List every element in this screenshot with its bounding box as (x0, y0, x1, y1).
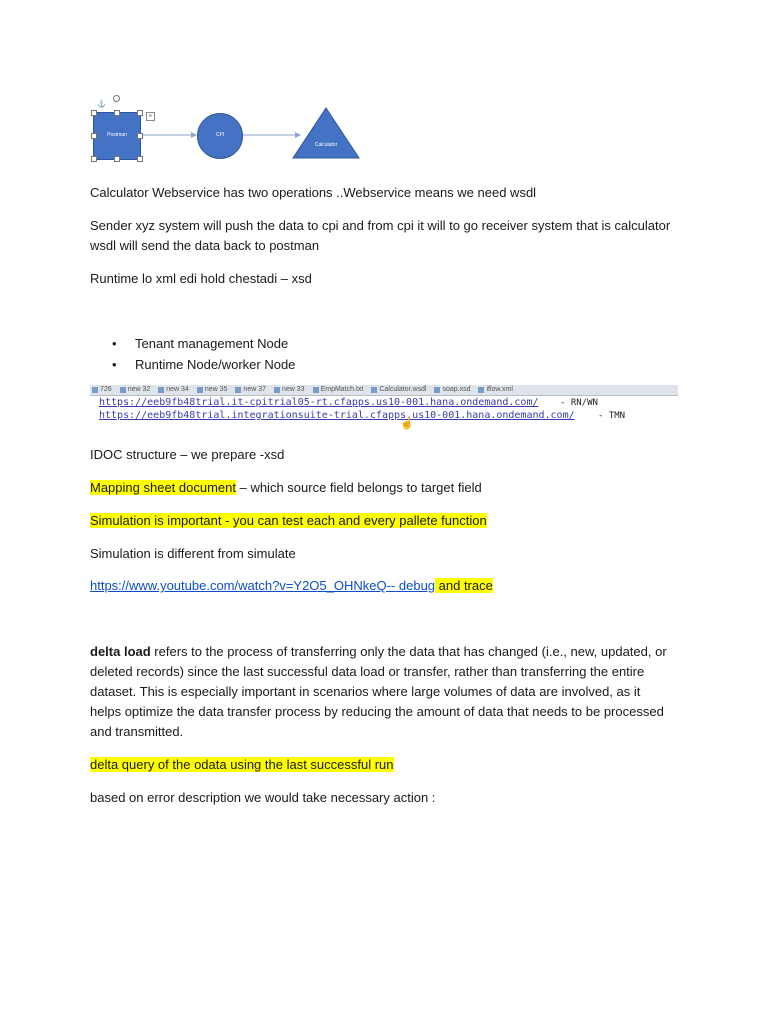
editor-tab-bar (90, 385, 678, 396)
list-item: Tenant management Node (135, 336, 289, 351)
text-span: – which source field belongs to target field (235, 480, 482, 495)
youtube-link[interactable]: https://www.youtube.com/watch?v=Y2O5_OHNkeQ-- (90, 578, 396, 593)
bullet-icon: • (112, 336, 117, 351)
calculator-label: Calculator (314, 142, 338, 148)
highlighted-text: Simulation is important - you can test each and every pallete function (90, 513, 487, 528)
editor-tab[interactable]: new 33 (272, 385, 308, 395)
layout-options-icon[interactable]: ≡ (146, 112, 155, 121)
tenant-node-tag: - TMN (598, 411, 626, 421)
editor-tab[interactable]: 726 (90, 385, 115, 395)
resize-handle[interactable] (114, 156, 120, 162)
bullet-icon: • (112, 357, 117, 372)
cpi-label: CPI (215, 132, 225, 138)
rotate-handle-icon[interactable] (113, 95, 120, 102)
tenant-url-link[interactable]: https://eeb9fb48trial.integrationsuite-trial.cfapps.us10-001.hana.ondemand.com/ (99, 410, 575, 421)
resize-handle[interactable] (91, 110, 97, 116)
runtime-node-tag: - RN/WN (560, 398, 598, 408)
debug-link-line (90, 576, 493, 596)
resize-handle[interactable] (91, 133, 97, 139)
calculator-triangle (293, 108, 359, 158)
editor-tab[interactable]: EmpMatch.txt (311, 385, 367, 395)
editor-tab[interactable]: new 32 (118, 385, 154, 395)
resize-handle[interactable] (137, 156, 143, 162)
hand-cursor-icon: ☝ (400, 418, 414, 430)
text-line: Simulation is different from simulate (90, 546, 296, 561)
paragraph-text: refers to the process of transferring only the data that has changed (i.e., new, updated, or deleted records) since the last successful data load or transfer, rather than transferring the entire dataset. This is especially important in scenarios where large volumes of data are involved, as it helps optimize the data transfer process by reducing the amount of data that needs to be processed and transmitted. (90, 644, 667, 739)
resize-handle[interactable] (137, 110, 143, 116)
editor-tab[interactable]: soap.xsd (432, 385, 473, 395)
editor-tab[interactable]: new 34 (156, 385, 192, 395)
delta-load-paragraph (90, 642, 670, 742)
flow-diagram (86, 92, 366, 168)
anchor-icon: ⚓ (97, 101, 106, 108)
highlighted-text: and trace (435, 578, 493, 593)
resize-handle[interactable] (114, 110, 120, 116)
cpi-circle (197, 113, 243, 159)
editor-tab[interactable]: new 35 (195, 385, 231, 395)
debug-link-tail[interactable]: debug (395, 578, 436, 593)
text-line: based on error description we would take necessary action : (90, 790, 436, 805)
text-line: Sender xyz system will push the data to cpi and from cpi it will to go receiver system that is calculator (90, 218, 671, 233)
bold-term: delta load (90, 644, 151, 659)
text-line: IDOC structure – we prepare -xsd (90, 447, 285, 462)
list-item: Runtime Node/worker Node (135, 357, 296, 372)
resize-handle[interactable] (137, 133, 143, 139)
text-line: Calculator Webservice has two operations ..Webservice means we need wsdl (90, 185, 537, 200)
text-line: wsdl will send the data back to postman (90, 238, 320, 253)
postman-box[interactable] (93, 112, 141, 160)
highlighted-text: delta query of the odata using the last successful run (90, 757, 394, 772)
embedded-screenshot (90, 385, 678, 433)
editor-tab[interactable]: Calculator.wsdl (369, 385, 429, 395)
mapping-line (90, 478, 482, 498)
resize-handle[interactable] (91, 156, 97, 162)
postman-label: Postman (107, 132, 127, 138)
editor-tab[interactable]: new 37 (233, 385, 269, 395)
delta-query-line (90, 755, 394, 775)
simulation-important-line (90, 511, 487, 531)
runtime-url-link[interactable]: https://eeb9fb48trial.it-cpitrial05-rt.cfapps.us10-001.hana.ondemand.com/ (99, 397, 539, 408)
text-line: Runtime lo xml edi hold chestadi – xsd (90, 271, 312, 286)
highlighted-text: Mapping sheet document (90, 480, 236, 495)
editor-tab[interactable]: iflow.xml (476, 385, 515, 395)
